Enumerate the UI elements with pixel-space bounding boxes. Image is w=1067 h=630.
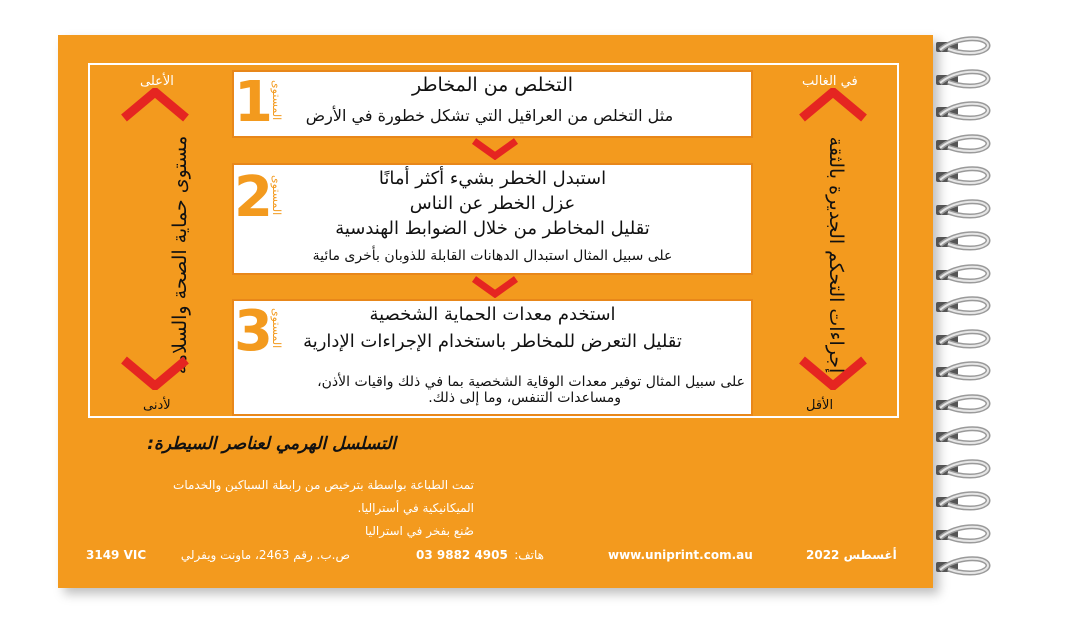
postcode: 3149 VIC [86, 548, 147, 562]
spiral-coil [934, 426, 994, 446]
level-1-word: المستوى [270, 80, 283, 121]
level-1-number: 1 [234, 70, 273, 135]
right-axis-bottom-label: الأقل [806, 398, 834, 413]
level-2-line-2: عزل الخطر عن الناس [409, 193, 576, 214]
level-2-example: على سبيل المثال استبدال الدهانات القابلة للذوبان بأخرى مائية [312, 248, 673, 264]
right-axis-top-label: في الغالب [802, 74, 858, 89]
spiral-coil [934, 134, 994, 154]
left-axis-vertical-text: مستوى حماية الصحة والسلامة [169, 135, 191, 375]
level-3-line-1: استخدم معدات الحماية الشخصية [369, 304, 616, 325]
spiral-coil [934, 264, 994, 284]
spiral-coil [934, 556, 994, 576]
down-arrow-icon [120, 356, 190, 390]
level-2-box [232, 163, 753, 275]
level-3-example-line-1: على سبيل المثال توفير معدات الوقاية الشخصية بما في ذلك واقيات الأذن، [317, 374, 745, 390]
spiral-coil [934, 199, 994, 219]
website-link[interactable]: www.uniprint.com.au [608, 548, 753, 562]
level-1-title: التخلص من المخاطر [411, 74, 574, 96]
level-3-number: 3 [234, 299, 273, 364]
spiral-coil [934, 296, 994, 316]
down-arrow-icon [470, 138, 520, 160]
made-in-label: صُنع بفخر في استراليا [364, 524, 474, 538]
down-arrow-icon [470, 276, 520, 298]
address: ص.ب. رقم 2463، ماونت ويفرلي [180, 548, 350, 562]
level-3-example-line-2: ومساعدات التنفس، وما إلى ذلك. [428, 390, 621, 406]
left-axis-top-label: الأعلى [140, 74, 174, 89]
spiral-coil [934, 491, 994, 511]
page-title: التسلسل الهرمي لعناصر السيطرة: [147, 434, 396, 454]
down-arrow-icon [798, 356, 868, 390]
level-2-line-1: استبدل الخطر بشيء أكثر أمانًا [378, 168, 607, 189]
spiral-coil [934, 69, 994, 89]
phone-number: 03 9882 4905 [416, 548, 508, 562]
license-line-2: الميكانيكية في أستراليا. [357, 501, 474, 515]
right-axis-vertical-text: إجراءات التحكم الجديرة بالثقة [825, 136, 847, 374]
spiral-coil [934, 101, 994, 121]
level-3-box [232, 299, 753, 416]
phone-label: هاتف: [514, 548, 544, 562]
spiral-coil [934, 231, 994, 251]
level-3-line-2: تقليل التعرض للمخاطر باستخدام الإجراءات الإدارية [303, 331, 682, 352]
left-axis-bottom-label: لأدنى [143, 398, 171, 413]
spiral-coil [934, 361, 994, 381]
print-date: أغسطس 2022 [806, 548, 897, 562]
level-2-word: المستوى [270, 175, 283, 216]
level-3-word: المستوى [270, 308, 283, 349]
level-2-number: 2 [234, 165, 273, 230]
level-1-example: مثل التخلص من العراقيل التي تشكل خطورة في الأرض [305, 106, 674, 125]
spiral-coil [934, 394, 994, 414]
spiral-coil [934, 524, 994, 544]
spiral-coil [934, 166, 994, 186]
level-2-line-3: تقليل المخاطر من خلال الضوابط الهندسية [335, 218, 650, 239]
spiral-coil [934, 329, 994, 349]
level-1-box [232, 70, 753, 138]
license-line-1: تمت الطباعة بواسطة بترخيص من رابطة السباكين والخدمات [173, 478, 474, 492]
spiral-coil [934, 459, 994, 479]
spiral-coil [934, 36, 994, 56]
